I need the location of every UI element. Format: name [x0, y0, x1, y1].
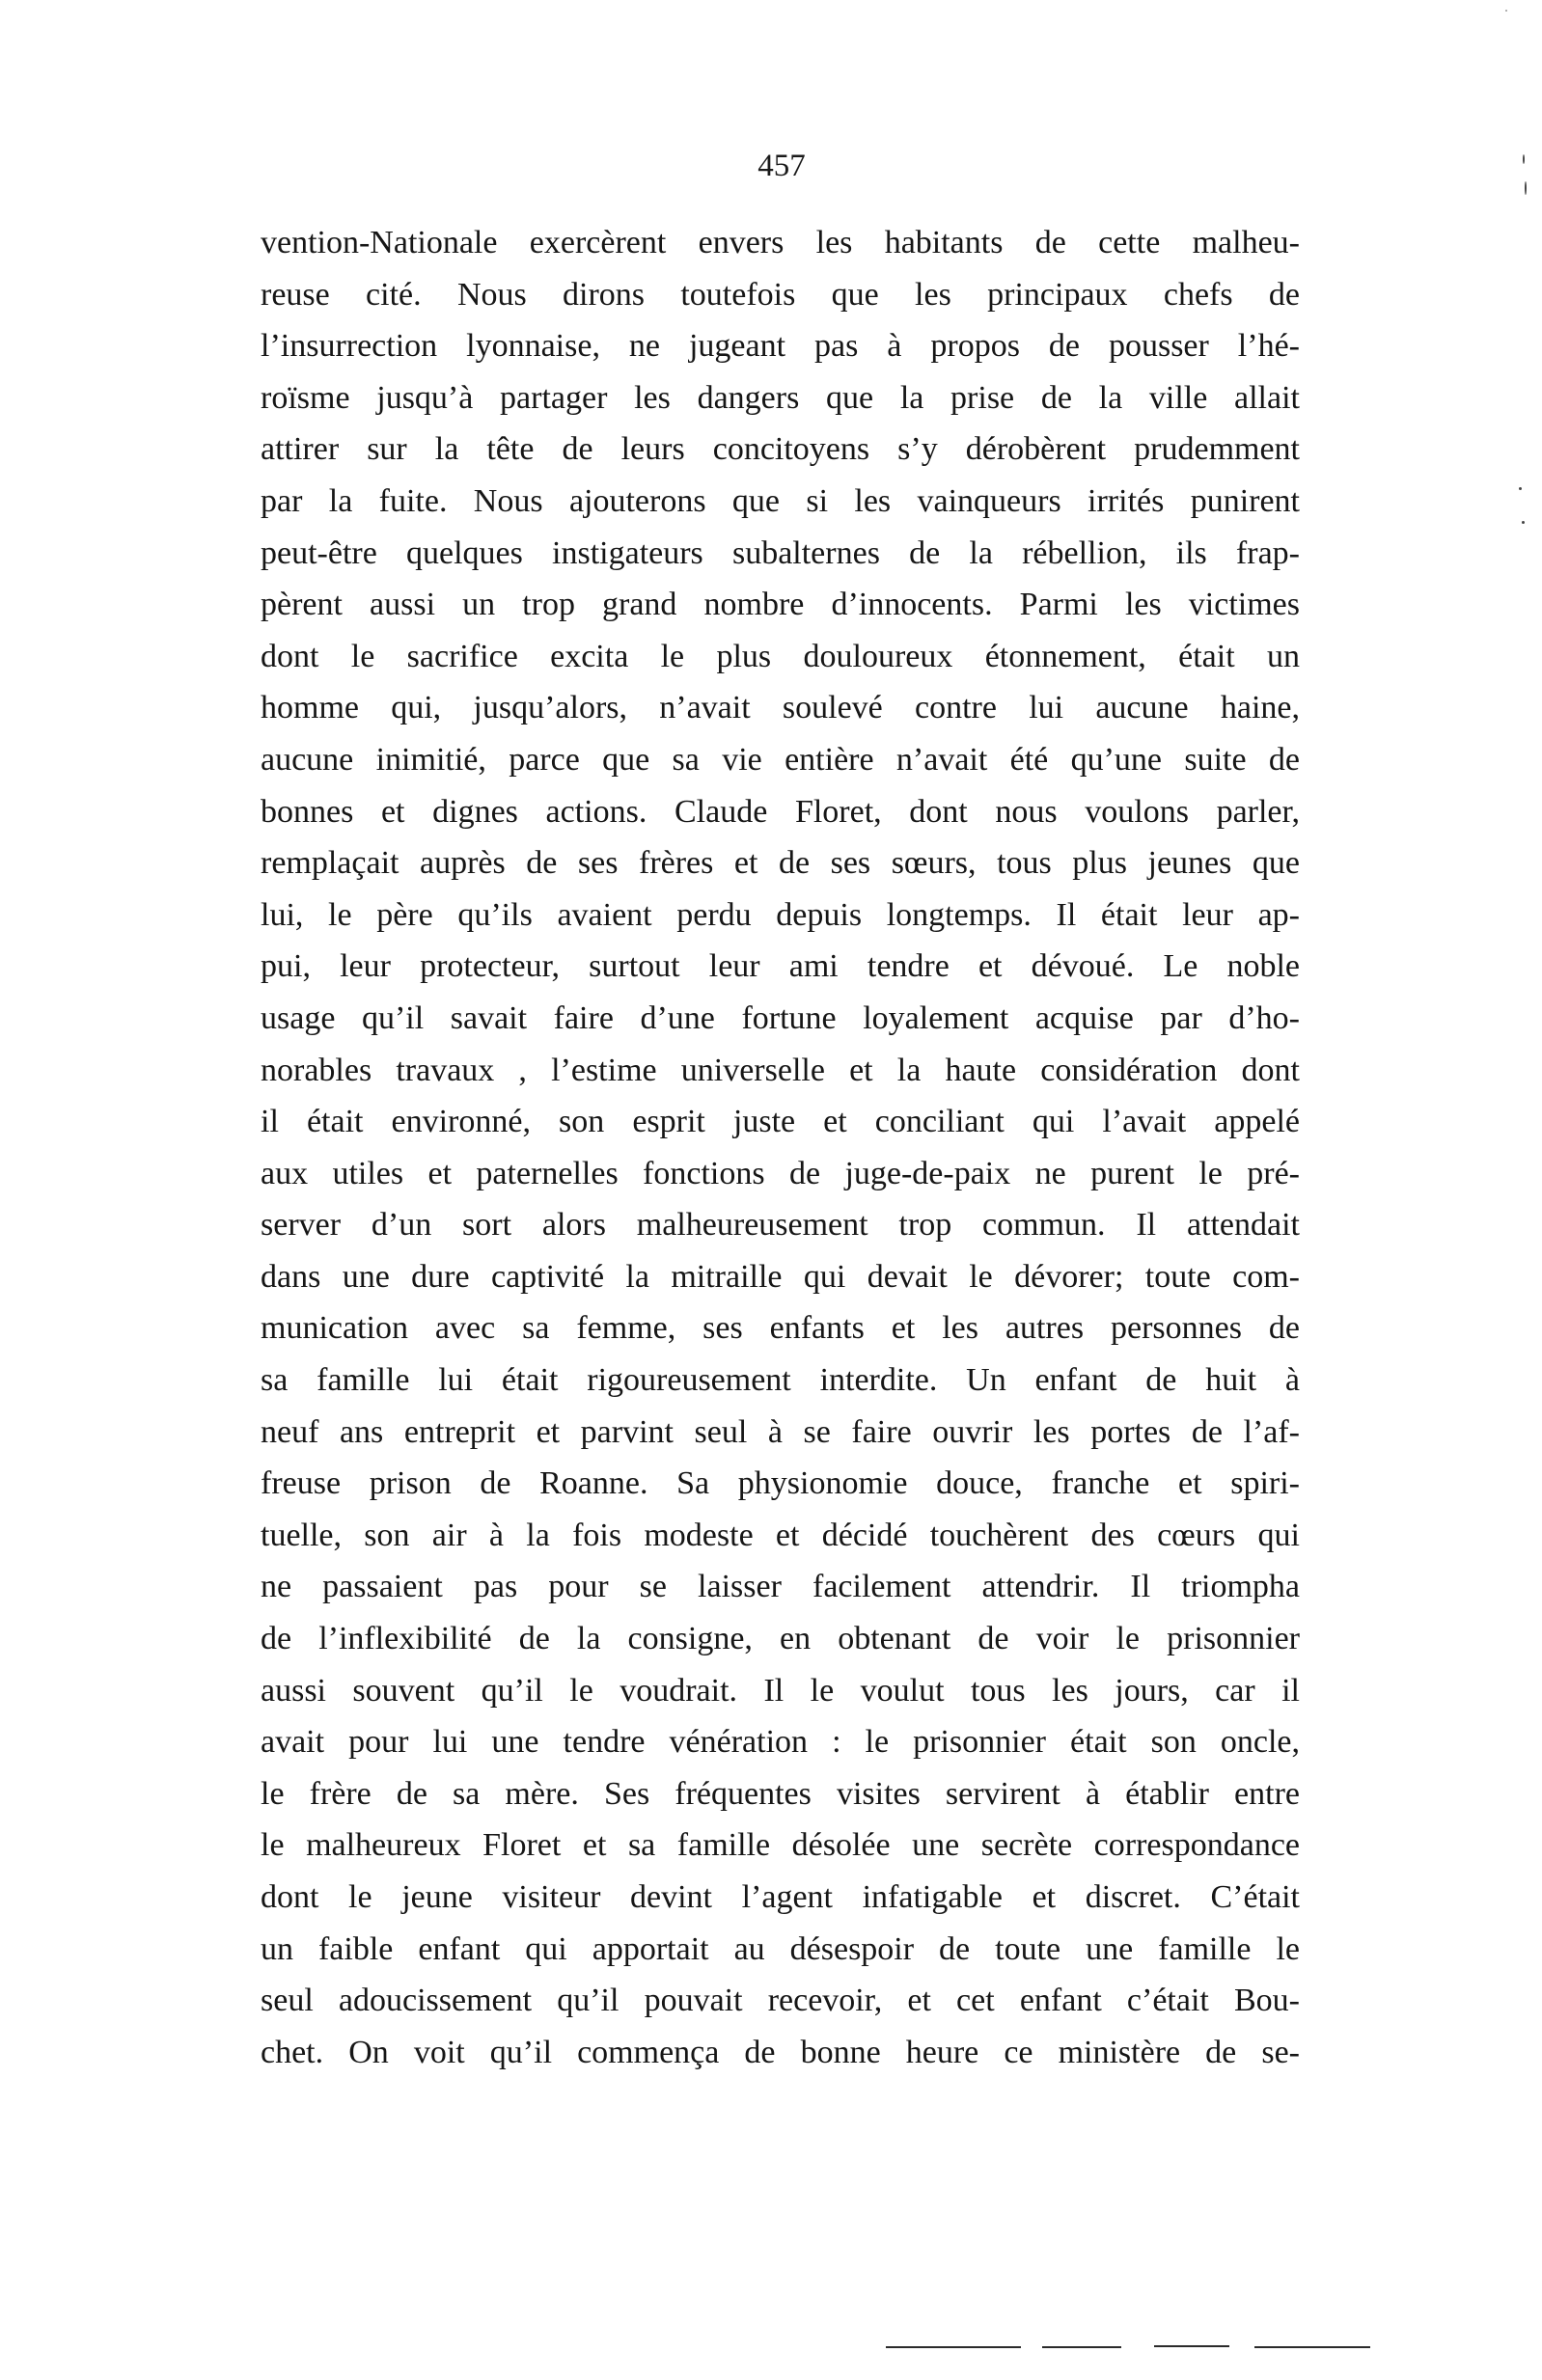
- scan-mark: [1519, 487, 1522, 490]
- text-line: vention-Nationale exercèrent envers les habitants de cette malheu-: [261, 225, 1300, 260]
- bottom-rule: [886, 2346, 1021, 2348]
- text-line: par la fuite. Nous ajouterons que si les vainqueurs irrités punirent: [261, 482, 1300, 519]
- text-line: reuse cité. Nous dirons toutefois que les principaux chefs de: [261, 276, 1300, 313]
- text-line: un faible enfant qui apportait au désespoir de toute une famille le: [261, 1930, 1300, 1967]
- text-line: freuse prison de Roanne. Sa physionomie douce, franche et spiri-: [261, 1465, 1300, 1502]
- text-line: norables travaux , l’estime universelle et la haute considération dont: [261, 1052, 1300, 1088]
- text-line: dans une dure captivité la mitraille qui devait le dévorer; toute com-: [261, 1258, 1300, 1295]
- bottom-rule: [1254, 2346, 1370, 2348]
- text-line: pui, leur protecteur, surtout leur ami tendre et dévoué. Le noble: [261, 948, 1300, 985]
- scan-mark: [1523, 154, 1525, 164]
- text-line: remplaçait auprès de ses frères et de ses sœurs, tous plus jeunes que: [261, 845, 1300, 882]
- text-line: pèrent aussi un trop grand nombre d’innocents. Parmi les victimes: [261, 587, 1300, 623]
- text-line: peut-être quelques instigateurs subalternes de la rébellion, ils frap-: [261, 534, 1300, 571]
- text-line: de l’inflexibilité de la consigne, en obtenant de voir le prisonnier: [261, 1621, 1300, 1657]
- text-line: usage qu’il savait faire d’une fortune loyalement acquise par d’ho-: [261, 999, 1300, 1036]
- scan-mark: [1505, 10, 1507, 12]
- text-line: lui, le père qu’ils avaient perdu depuis longtemps. Il était leur ap-: [261, 896, 1300, 933]
- text-line: bonnes et dignes actions. Claude Floret, dont nous voulons parler,: [261, 793, 1300, 830]
- text-line: chet. On voit qu’il commença de bonne heure ce ministère de se-: [261, 2034, 1300, 2070]
- text-line: aux utiles et paternelles fonctions de juge-de-paix ne purent le pré-: [261, 1155, 1300, 1191]
- text-line: homme qui, jusqu’alors, n’avait soulevé contre lui aucune haine,: [261, 690, 1300, 726]
- text-line: ne passaient pas pour se laisser facilement attendrir. Il triompha: [261, 1569, 1300, 1605]
- text-line: aussi souvent qu’il le voudrait. Il le voulut tous les jours, car il: [261, 1672, 1300, 1709]
- text-line: le malheureux Floret et sa famille désolée une secrète correspondance: [261, 1827, 1300, 1864]
- page-number: 457: [757, 149, 806, 183]
- text-line: il était environné, son esprit juste et conciliant qui l’avait appelé: [261, 1104, 1300, 1140]
- text-line: l’insurrection lyonnaise, ne jugeant pas à propos de pousser l’hé-: [261, 328, 1300, 365]
- text-line: attirer sur la tête de leurs concitoyens s’y dérobèrent prudemment: [261, 431, 1300, 468]
- text-line: neuf ans entreprit et parvint seul à se faire ouvrir les portes de l’af-: [261, 1413, 1300, 1450]
- text-line: dont le jeune visiteur devint l’agent infatigable et discret. C’était: [261, 1879, 1300, 1915]
- scan-mark: [1525, 181, 1527, 195]
- text-line: tuelle, son air à la fois modeste et décidé touchèrent des cœurs qui: [261, 1517, 1300, 1553]
- text-line: seul adoucissement qu’il pouvait recevoir, et cet enfant c’était Bou-: [261, 1983, 1300, 2019]
- text-line: sa famille lui était rigoureusement interdite. Un enfant de huit à: [261, 1362, 1300, 1399]
- bottom-rule: [1042, 2346, 1121, 2348]
- body-text: [261, 217, 1300, 2078]
- text-line: server d’un sort alors malheureusement trop commun. Il attendait: [261, 1207, 1300, 1244]
- text-line: le frère de sa mère. Ses fréquentes visites servirent à établir entre: [261, 1775, 1300, 1812]
- text-line: roïsme jusqu’à partager les dangers que la prise de la ville allait: [261, 379, 1300, 416]
- text-line: munication avec sa femme, ses enfants et les autres personnes de: [261, 1310, 1300, 1347]
- text-line: avait pour lui une tendre vénération : le prisonnier était son oncle,: [261, 1724, 1300, 1761]
- scan-mark: [1522, 521, 1525, 524]
- text-line: aucune inimitié, parce que sa vie entière n’avait été qu’une suite de: [261, 741, 1300, 778]
- bottom-rule: [1154, 2345, 1229, 2347]
- text-line: dont le sacrifice excita le plus douloureux étonnement, était un: [261, 638, 1300, 674]
